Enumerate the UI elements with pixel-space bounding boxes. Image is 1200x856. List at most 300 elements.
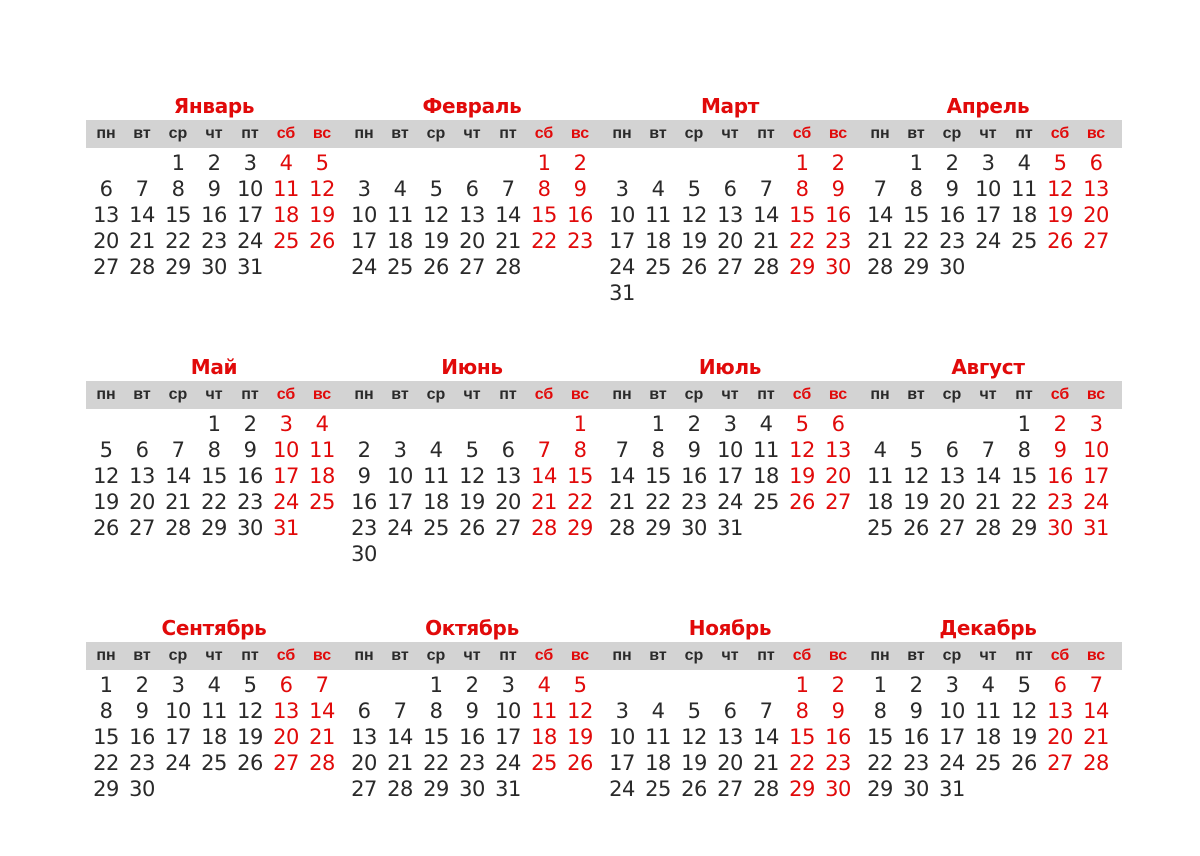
day-cell: 10: [351, 203, 377, 227]
day-cell: 7: [393, 699, 407, 723]
weekday-header: [602, 642, 864, 670]
day-cell: 16: [825, 203, 851, 227]
day-cell: 14: [609, 464, 635, 488]
day-cell: 27: [717, 255, 743, 279]
weekday-label: вс: [1086, 386, 1106, 403]
day-cell: 2: [831, 151, 845, 175]
day-cell: 11: [645, 725, 671, 749]
day-cell: 4: [651, 177, 665, 201]
day-cell: 29: [903, 255, 929, 279]
day-cell: 6: [723, 699, 737, 723]
day-cell: 6: [279, 673, 293, 697]
weekday-label: сб: [1050, 647, 1070, 664]
day-cell: 3: [243, 151, 257, 175]
day-cell: 15: [903, 203, 929, 227]
day-cell: 25: [201, 751, 227, 775]
weekday-label: вт: [907, 125, 925, 142]
day-cell: 26: [423, 255, 449, 279]
day-cell: 3: [615, 177, 629, 201]
day-cell: 24: [1083, 490, 1109, 514]
day-cell: 7: [171, 438, 185, 462]
day-cell: 27: [717, 777, 743, 801]
day-cell: 29: [165, 255, 191, 279]
day-cell: 13: [1083, 177, 1109, 201]
day-cell: 30: [825, 255, 851, 279]
day-cell: 23: [939, 229, 965, 253]
empty-cell: [382, 150, 418, 176]
day-cell: 11: [531, 699, 557, 723]
day-cell: 24: [273, 490, 299, 514]
weekday-label: пт: [757, 125, 775, 142]
weekday-label: пн: [354, 386, 374, 403]
day-cell: 18: [975, 725, 1001, 749]
day-cell: 26: [789, 490, 815, 514]
day-cell: 11: [753, 438, 779, 462]
empty-cell: [490, 150, 526, 176]
empty-cell: [490, 411, 526, 437]
day-cell: 21: [753, 751, 779, 775]
day-cell: 4: [1017, 151, 1031, 175]
day-cell: 17: [609, 229, 635, 253]
weekday-label: ср: [426, 125, 446, 142]
weekday-label: вс: [828, 125, 848, 142]
weekday-header: [86, 381, 348, 409]
day-cell: 25: [867, 516, 893, 540]
days-grid: [346, 411, 598, 567]
day-cell: 14: [531, 464, 557, 488]
weekday-label: пн: [96, 647, 116, 664]
day-cell: 16: [903, 725, 929, 749]
day-cell: 23: [129, 751, 155, 775]
weekday-label: ср: [684, 647, 704, 664]
day-cell: 6: [723, 177, 737, 201]
day-cell: 25: [975, 751, 1001, 775]
day-cell: 15: [201, 464, 227, 488]
day-cell: 12: [681, 203, 707, 227]
month-1: [88, 92, 340, 306]
day-cell: 3: [1089, 412, 1103, 436]
empty-cell: [640, 150, 676, 176]
day-cell: 7: [873, 177, 887, 201]
day-cell: 30: [681, 516, 707, 540]
weekday-label: вс: [1086, 647, 1106, 664]
day-cell: 22: [1011, 490, 1037, 514]
weekday-label: вс: [828, 386, 848, 403]
day-cell: 21: [1083, 725, 1109, 749]
weekday-label: сб: [276, 125, 296, 142]
empty-cell: [676, 150, 712, 176]
day-cell: 9: [687, 438, 701, 462]
weekday-label: пт: [757, 647, 775, 664]
weekday-label: чт: [721, 125, 739, 142]
days-grid: [862, 150, 1114, 280]
empty-cell: [418, 411, 454, 437]
day-cell: 2: [945, 151, 959, 175]
day-cell: 24: [609, 777, 635, 801]
day-cell: 3: [945, 673, 959, 697]
day-cell: 12: [681, 725, 707, 749]
day-cell: 10: [237, 177, 263, 201]
year-calendar: [88, 92, 1116, 802]
empty-cell: [712, 150, 748, 176]
day-cell: 17: [1083, 464, 1109, 488]
day-cell: 9: [357, 464, 371, 488]
empty-cell: [526, 411, 562, 437]
weekday-label: вс: [570, 647, 590, 664]
days-grid: [604, 672, 856, 802]
empty-cell: [898, 411, 934, 437]
day-cell: 11: [423, 464, 449, 488]
day-cell: 9: [243, 438, 257, 462]
day-cell: 18: [531, 725, 557, 749]
weekday-label: сб: [792, 125, 812, 142]
weekday-label: пн: [96, 386, 116, 403]
day-cell: 26: [309, 229, 335, 253]
day-cell: 3: [171, 673, 185, 697]
day-cell: 16: [567, 203, 593, 227]
day-cell: 26: [1047, 229, 1073, 253]
day-cell: 17: [273, 464, 299, 488]
day-cell: 26: [567, 751, 593, 775]
day-cell: 11: [387, 203, 413, 227]
day-cell: 21: [387, 751, 413, 775]
day-cell: 19: [459, 490, 485, 514]
day-cell: 27: [351, 777, 377, 801]
day-cell: 25: [531, 751, 557, 775]
day-cell: 2: [909, 673, 923, 697]
weekday-label: сб: [534, 125, 554, 142]
day-cell: 13: [495, 464, 521, 488]
day-cell: 18: [273, 203, 299, 227]
weekday-label: вс: [570, 125, 590, 142]
weekday-label: сб: [792, 647, 812, 664]
day-cell: 28: [531, 516, 557, 540]
weekday-header: [860, 642, 1122, 670]
day-cell: 16: [681, 464, 707, 488]
day-cell: 10: [717, 438, 743, 462]
weekday-label: вс: [570, 386, 590, 403]
day-cell: 13: [717, 725, 743, 749]
day-cell: 30: [939, 255, 965, 279]
day-cell: 7: [537, 438, 551, 462]
day-cell: 8: [207, 438, 221, 462]
day-cell: 20: [273, 725, 299, 749]
weekday-label: пт: [499, 125, 517, 142]
day-cell: 21: [867, 229, 893, 253]
day-cell: 16: [351, 490, 377, 514]
day-cell: 20: [1047, 725, 1073, 749]
month-title: Декабрь: [939, 616, 1037, 640]
day-cell: 19: [423, 229, 449, 253]
day-cell: 27: [495, 516, 521, 540]
day-cell: 18: [1011, 203, 1037, 227]
day-cell: 5: [315, 151, 329, 175]
empty-cell: [382, 672, 418, 698]
day-cell: 3: [393, 438, 407, 462]
empty-cell: [604, 672, 640, 698]
days-grid: [604, 411, 856, 541]
days-grid: [88, 150, 340, 280]
day-cell: 25: [423, 516, 449, 540]
day-cell: 15: [867, 725, 893, 749]
day-cell: 3: [357, 177, 371, 201]
empty-cell: [934, 411, 970, 437]
day-cell: 21: [309, 725, 335, 749]
weekday-label: пн: [612, 647, 632, 664]
weekday-label: ср: [942, 125, 962, 142]
day-cell: 28: [975, 516, 1001, 540]
month-9: [88, 614, 340, 802]
day-cell: 12: [309, 177, 335, 201]
day-cell: 19: [681, 229, 707, 253]
days-grid: [862, 411, 1114, 541]
month-4: [862, 92, 1114, 306]
weekday-label: вс: [1086, 125, 1106, 142]
day-cell: 16: [939, 203, 965, 227]
weekday-label: чт: [979, 125, 997, 142]
day-cell: 14: [753, 203, 779, 227]
weekday-label: пт: [499, 647, 517, 664]
day-cell: 13: [129, 464, 155, 488]
empty-cell: [454, 411, 490, 437]
day-cell: 8: [573, 438, 587, 462]
day-cell: 22: [423, 751, 449, 775]
day-cell: 10: [165, 699, 191, 723]
day-cell: 6: [465, 177, 479, 201]
day-cell: 19: [681, 751, 707, 775]
day-cell: 5: [429, 177, 443, 201]
day-cell: 5: [909, 438, 923, 462]
day-cell: 21: [975, 490, 1001, 514]
day-cell: 14: [165, 464, 191, 488]
day-cell: 26: [1011, 751, 1037, 775]
day-cell: 2: [243, 412, 257, 436]
day-cell: 27: [825, 490, 851, 514]
day-cell: 19: [93, 490, 119, 514]
day-cell: 19: [1011, 725, 1037, 749]
day-cell: 25: [645, 777, 671, 801]
day-cell: 30: [825, 777, 851, 801]
empty-cell: [346, 672, 382, 698]
day-cell: 2: [357, 438, 371, 462]
day-cell: 2: [831, 673, 845, 697]
empty-cell: [970, 411, 1006, 437]
weekday-label: вт: [133, 125, 151, 142]
weekday-label: сб: [276, 386, 296, 403]
day-cell: 2: [465, 673, 479, 697]
day-cell: 5: [1053, 151, 1067, 175]
day-cell: 23: [681, 490, 707, 514]
day-cell: 27: [1083, 229, 1109, 253]
day-cell: 4: [279, 151, 293, 175]
day-cell: 22: [567, 490, 593, 514]
weekday-label: вт: [907, 647, 925, 664]
days-grid: [346, 672, 598, 802]
day-cell: 15: [789, 203, 815, 227]
weekday-label: чт: [463, 386, 481, 403]
month-title: Февраль: [422, 94, 522, 118]
day-cell: 19: [237, 725, 263, 749]
day-cell: 4: [981, 673, 995, 697]
day-cell: 12: [237, 699, 263, 723]
day-cell: 10: [609, 725, 635, 749]
day-cell: 9: [945, 177, 959, 201]
empty-cell: [748, 150, 784, 176]
day-cell: 19: [309, 203, 335, 227]
weekday-label: вт: [133, 647, 151, 664]
day-cell: 2: [687, 412, 701, 436]
empty-cell: [382, 411, 418, 437]
day-cell: 9: [465, 699, 479, 723]
day-cell: 27: [129, 516, 155, 540]
day-cell: 29: [1011, 516, 1037, 540]
day-cell: 31: [939, 777, 965, 801]
weekday-header: [344, 381, 606, 409]
day-cell: 6: [945, 438, 959, 462]
day-cell: 8: [99, 699, 113, 723]
day-cell: 20: [825, 464, 851, 488]
weekday-label: пн: [96, 125, 116, 142]
day-cell: 20: [351, 751, 377, 775]
day-cell: 20: [459, 229, 485, 253]
day-cell: 17: [717, 464, 743, 488]
day-cell: 3: [615, 699, 629, 723]
day-cell: 7: [759, 699, 773, 723]
day-cell: 18: [201, 725, 227, 749]
weekday-header: [860, 120, 1122, 148]
weekday-label: сб: [1050, 386, 1070, 403]
day-cell: 27: [459, 255, 485, 279]
day-cell: 4: [537, 673, 551, 697]
weekday-label: пт: [1015, 125, 1033, 142]
day-cell: 27: [1047, 751, 1073, 775]
day-cell: 17: [939, 725, 965, 749]
day-cell: 23: [903, 751, 929, 775]
empty-cell: [862, 411, 898, 437]
day-cell: 22: [903, 229, 929, 253]
weekday-header: [860, 381, 1122, 409]
day-cell: 7: [981, 438, 995, 462]
day-cell: 29: [645, 516, 671, 540]
day-cell: 20: [495, 490, 521, 514]
weekday-label: пн: [354, 647, 374, 664]
day-cell: 30: [237, 516, 263, 540]
weekday-label: сб: [276, 647, 296, 664]
day-cell: 1: [1017, 412, 1031, 436]
weekday-label: вт: [391, 386, 409, 403]
day-cell: 12: [789, 438, 815, 462]
day-cell: 6: [99, 177, 113, 201]
day-cell: 28: [609, 516, 635, 540]
day-cell: 25: [753, 490, 779, 514]
month-12: [862, 614, 1114, 802]
day-cell: 29: [567, 516, 593, 540]
day-cell: 8: [1017, 438, 1031, 462]
day-cell: 4: [651, 699, 665, 723]
weekday-label: чт: [205, 647, 223, 664]
day-cell: 24: [237, 229, 263, 253]
day-cell: 28: [129, 255, 155, 279]
day-cell: 24: [975, 229, 1001, 253]
weekday-label: вт: [649, 647, 667, 664]
weekday-label: чт: [463, 647, 481, 664]
weekday-label: сб: [534, 386, 554, 403]
day-cell: 29: [201, 516, 227, 540]
day-cell: 10: [273, 438, 299, 462]
day-cell: 22: [867, 751, 893, 775]
day-cell: 7: [759, 177, 773, 201]
day-cell: 27: [93, 255, 119, 279]
weekday-label: чт: [205, 125, 223, 142]
day-cell: 26: [459, 516, 485, 540]
day-cell: 29: [93, 777, 119, 801]
day-cell: 3: [279, 412, 293, 436]
weekday-label: вс: [828, 647, 848, 664]
month-5: [88, 353, 340, 567]
day-cell: 24: [609, 255, 635, 279]
weekday-label: сб: [534, 647, 554, 664]
day-cell: 12: [1047, 177, 1073, 201]
day-cell: 8: [795, 699, 809, 723]
month-7: [604, 353, 856, 567]
day-cell: 20: [1083, 203, 1109, 227]
day-cell: 29: [789, 777, 815, 801]
day-cell: 11: [201, 699, 227, 723]
day-cell: 23: [825, 751, 851, 775]
day-cell: 17: [975, 203, 1001, 227]
day-cell: 14: [309, 699, 335, 723]
day-cell: 12: [459, 464, 485, 488]
day-cell: 5: [795, 412, 809, 436]
weekday-label: вт: [649, 125, 667, 142]
day-cell: 1: [873, 673, 887, 697]
day-cell: 15: [1011, 464, 1037, 488]
day-cell: 24: [939, 751, 965, 775]
weekday-label: пн: [612, 125, 632, 142]
day-cell: 10: [387, 464, 413, 488]
weekday-label: вс: [312, 386, 332, 403]
day-cell: 21: [531, 490, 557, 514]
empty-cell: [604, 150, 640, 176]
day-cell: 23: [567, 229, 593, 253]
empty-cell: [124, 411, 160, 437]
days-grid: [604, 150, 856, 306]
day-cell: 23: [1047, 490, 1073, 514]
weekday-label: ср: [168, 386, 188, 403]
month-3: [604, 92, 856, 306]
month-title: Июнь: [441, 355, 503, 379]
weekday-header: [344, 642, 606, 670]
day-cell: 1: [795, 673, 809, 697]
day-cell: 22: [201, 490, 227, 514]
day-cell: 23: [459, 751, 485, 775]
weekday-header: [344, 120, 606, 148]
day-cell: 9: [207, 177, 221, 201]
day-cell: 22: [531, 229, 557, 253]
empty-cell: [346, 411, 382, 437]
month-8: [862, 353, 1114, 567]
day-cell: 2: [1053, 412, 1067, 436]
day-cell: 13: [939, 464, 965, 488]
day-cell: 17: [165, 725, 191, 749]
day-cell: 24: [165, 751, 191, 775]
day-cell: 14: [387, 725, 413, 749]
day-cell: 25: [1011, 229, 1037, 253]
weekday-label: ср: [684, 386, 704, 403]
day-cell: 13: [459, 203, 485, 227]
day-cell: 26: [903, 516, 929, 540]
weekday-label: чт: [721, 386, 739, 403]
